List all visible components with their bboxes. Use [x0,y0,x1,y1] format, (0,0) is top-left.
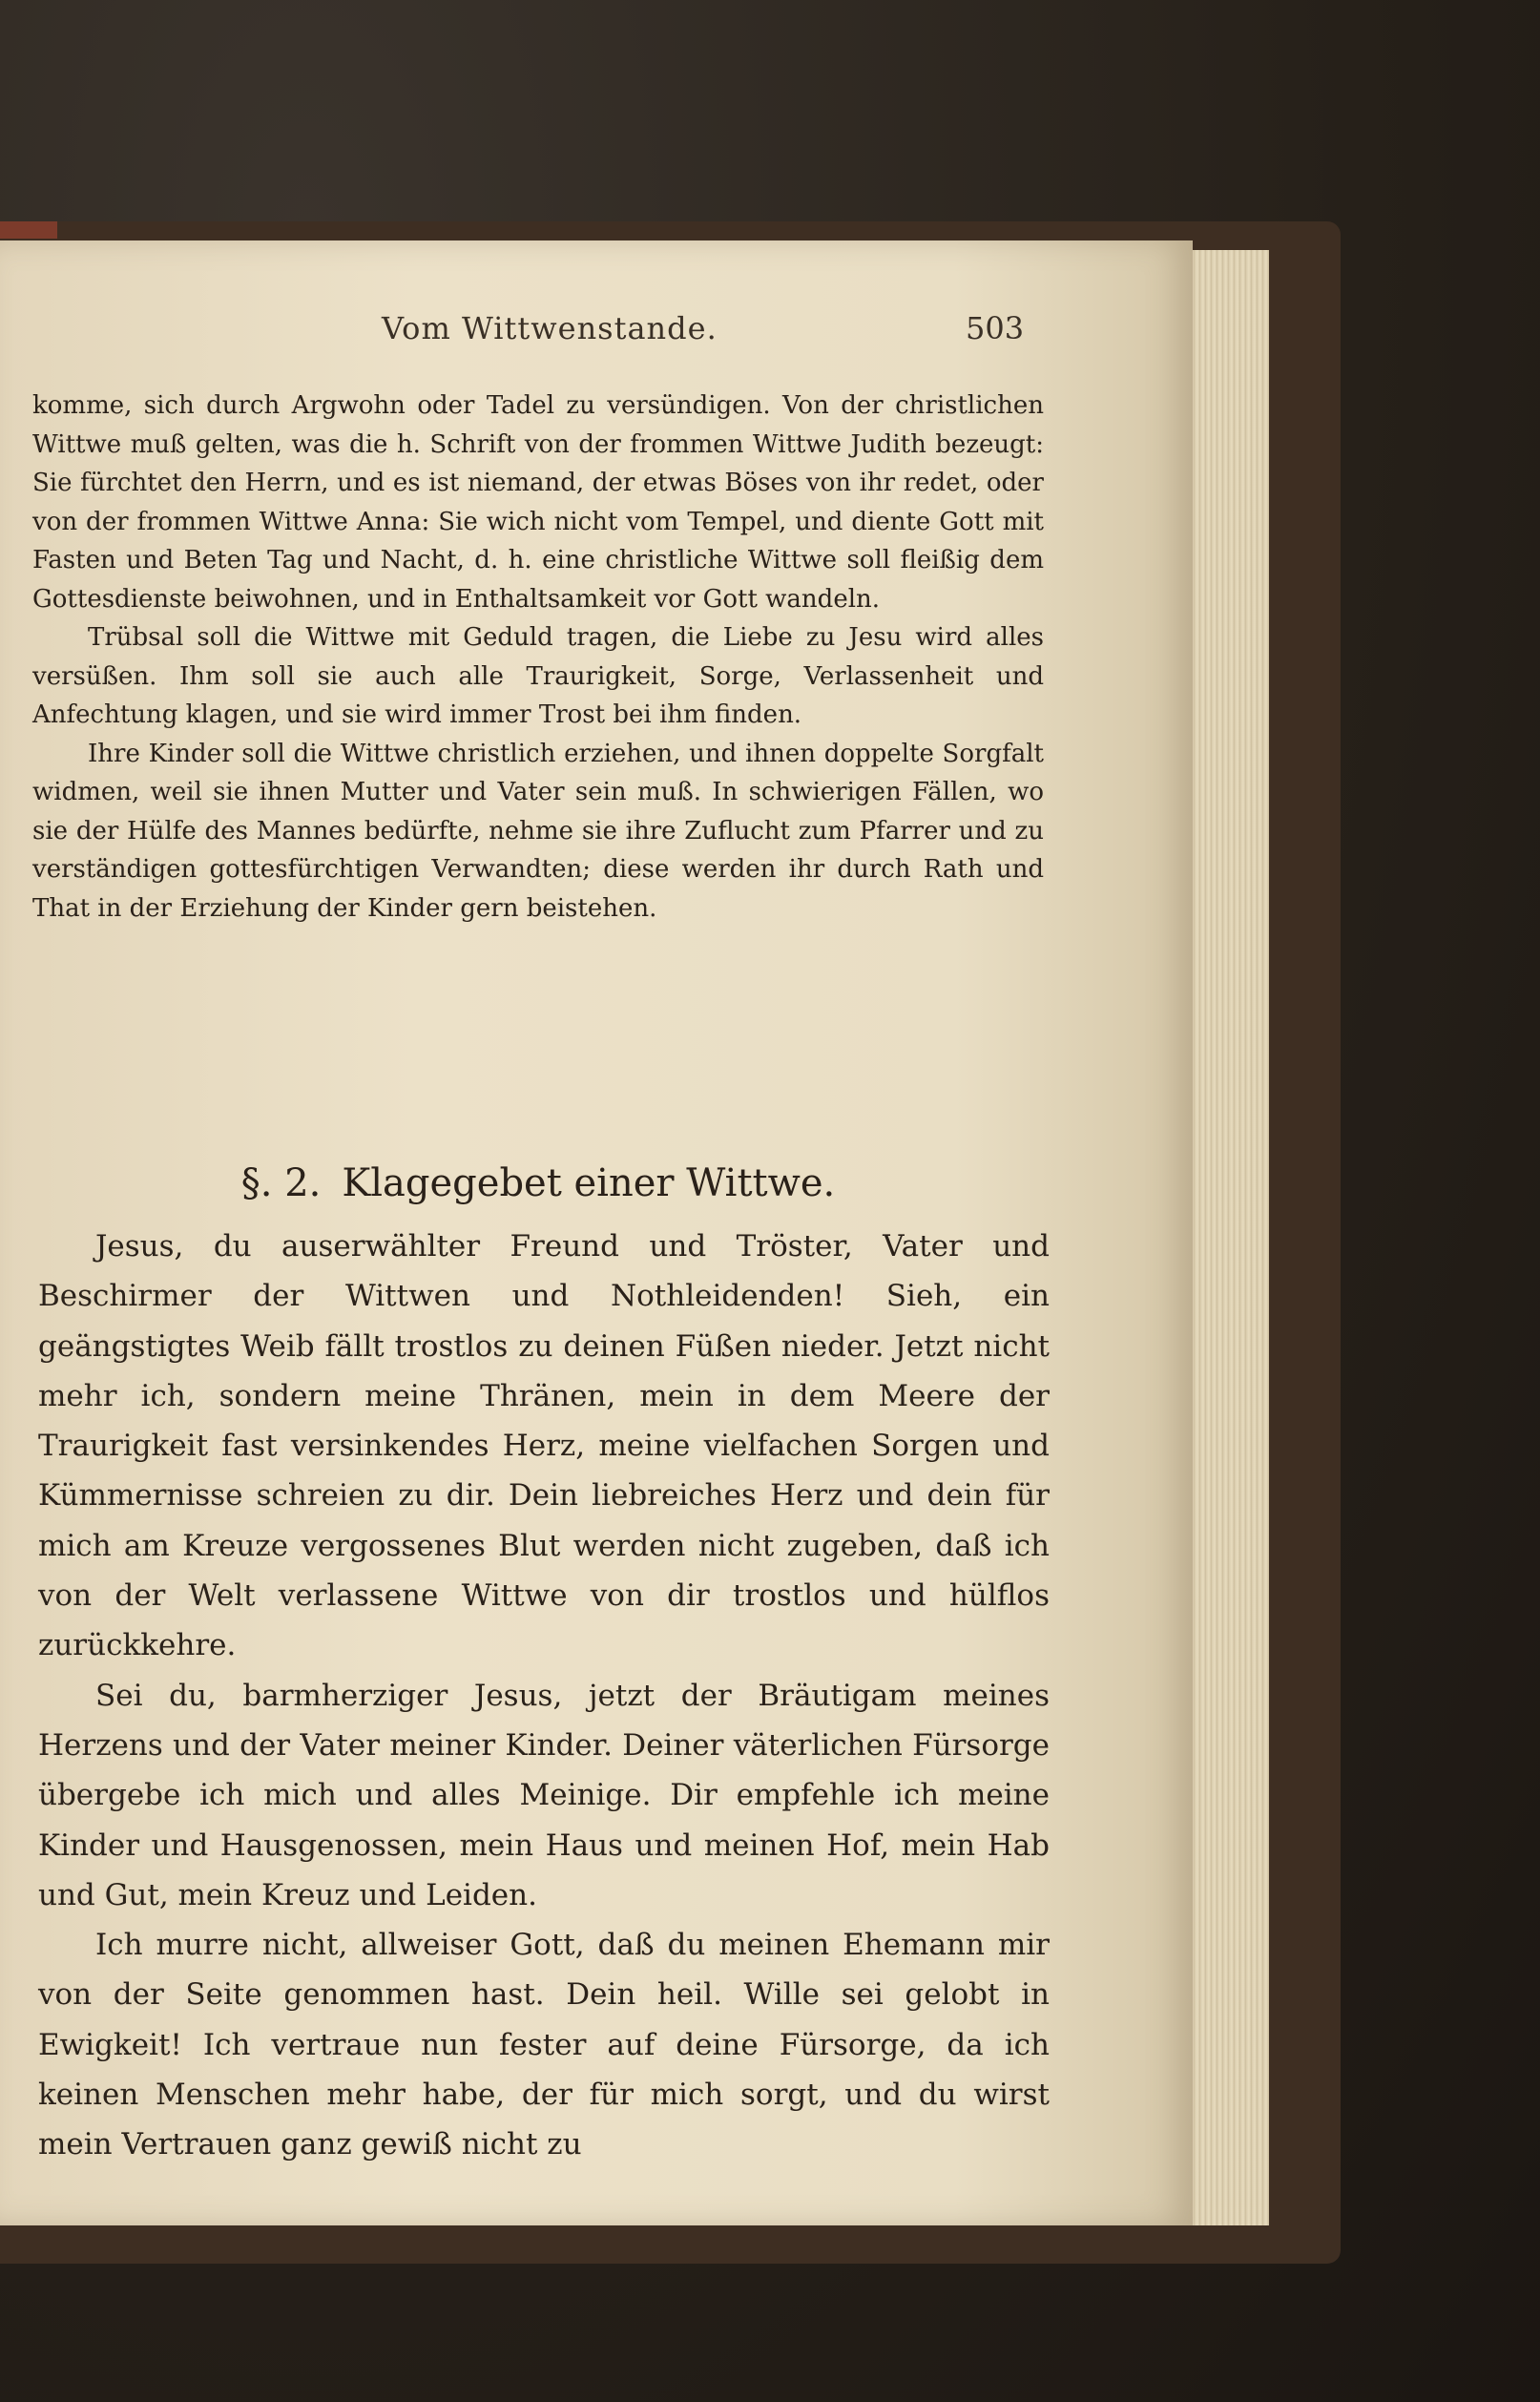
running-head: Vom Wittwenstande. [382,310,718,346]
paragraph: Ihre Kinder soll die Wittwe christlich erziehen, und ihnen doppelte Sorgfalt widmen, weil sie ihnen Mutter und Vater sein muß. In schwierigen Fällen, wo sie der Hülfe des Mannes bedürfte, nehme sie ihre Zuflucht zum Pfarrer und zu verständigen gottesfürchtigen Verwandten; diese werden ihr durch Rath und That in der Erziehung der Kinder gern beistehen. [32,739,1044,923]
section-number: §. 2. [240,1161,322,1205]
paragraph: Ich murre nicht, allweiser Gott, daß du meinen Ehemann mir von der Seite genommen hast. Dein heil. Wille sei gelobt in Ewigkeit! Ich vertraue nun fester auf deine Fürsorge, da ich keinen Menschen mehr habe, der für mich sorgt, und du wirst mein Vertrauen ganz gewiß nicht zu [38,1928,1050,2162]
book-cover-edge [0,221,57,239]
paragraph: Jesus, du auserwählter Freund und Tröster, Vater und Beschirmer der Wittwen und Nothleidenden! Sieh, ein geängstigtes Weib fällt trostlos zu deinen Füßen nieder. Jetzt nicht mehr ich, sondern meine Thränen, mein in dem Meere der Traurigkeit fast versinkendes Herz, meine vielfachen Sorgen und Kümmernisse schreien zu dir. Dein liebreiches Herz und dein für mich am Kreuze vergossenes Blut werden nicht zugeben, daß ich von der Welt verlassene Wittwe von dir trostlos und hülflos zurückkehre. [38,1229,1050,1663]
paragraph: Trübsal soll die Wittwe mit Geduld tragen, die Liebe zu Jesu wird alles versüßen. Ihm soll sie auch alle Traurigkeit, Sorge, Verlassenheit und Anfechtung klagen, und sie wird immer Trost bei ihm finden. [32,623,1044,729]
paragraph: komme, sich durch Argwohn oder Tadel zu versündigen. Von der christlichen Wittwe muß gelten, was die h. Schrift von der frommen Wittwe Judith bezeugt: Sie fürchtet den Herrn, und es ist niemand, der etwas Böses von ihr redet, oder von der frommen Wittwe Anna: Sie wich nicht vom Tempel, und diente Gott mit Fasten und Beten Tag und Nacht, d. h. eine christliche Wittwe soll fleißig dem Gottesdienste beiwohnen, und in Enthaltsamkeit vor Gott wandeln. [32,391,1044,614]
section-heading [0,1161,1076,1205]
paragraph: Sei du, barmherziger Jesus, jetzt der Bräutigam meines Herzens und der Vater meiner Kinder. Deiner väterlichen Fürsorge übergebe ich mich und alles Meinige. Dir empfehle ich meine Kinder und Hausgenossen, mein Haus und meinen Hof, mein Hab und Gut, mein Kreuz und Leiden. [38,1678,1050,1912]
body-text [32,386,1044,928]
page-number: 503 [966,310,1025,346]
section-title: Klagegebet einer Wittwe. [342,1161,836,1205]
page-header [0,310,1193,358]
prayer-text [38,1222,1050,2170]
